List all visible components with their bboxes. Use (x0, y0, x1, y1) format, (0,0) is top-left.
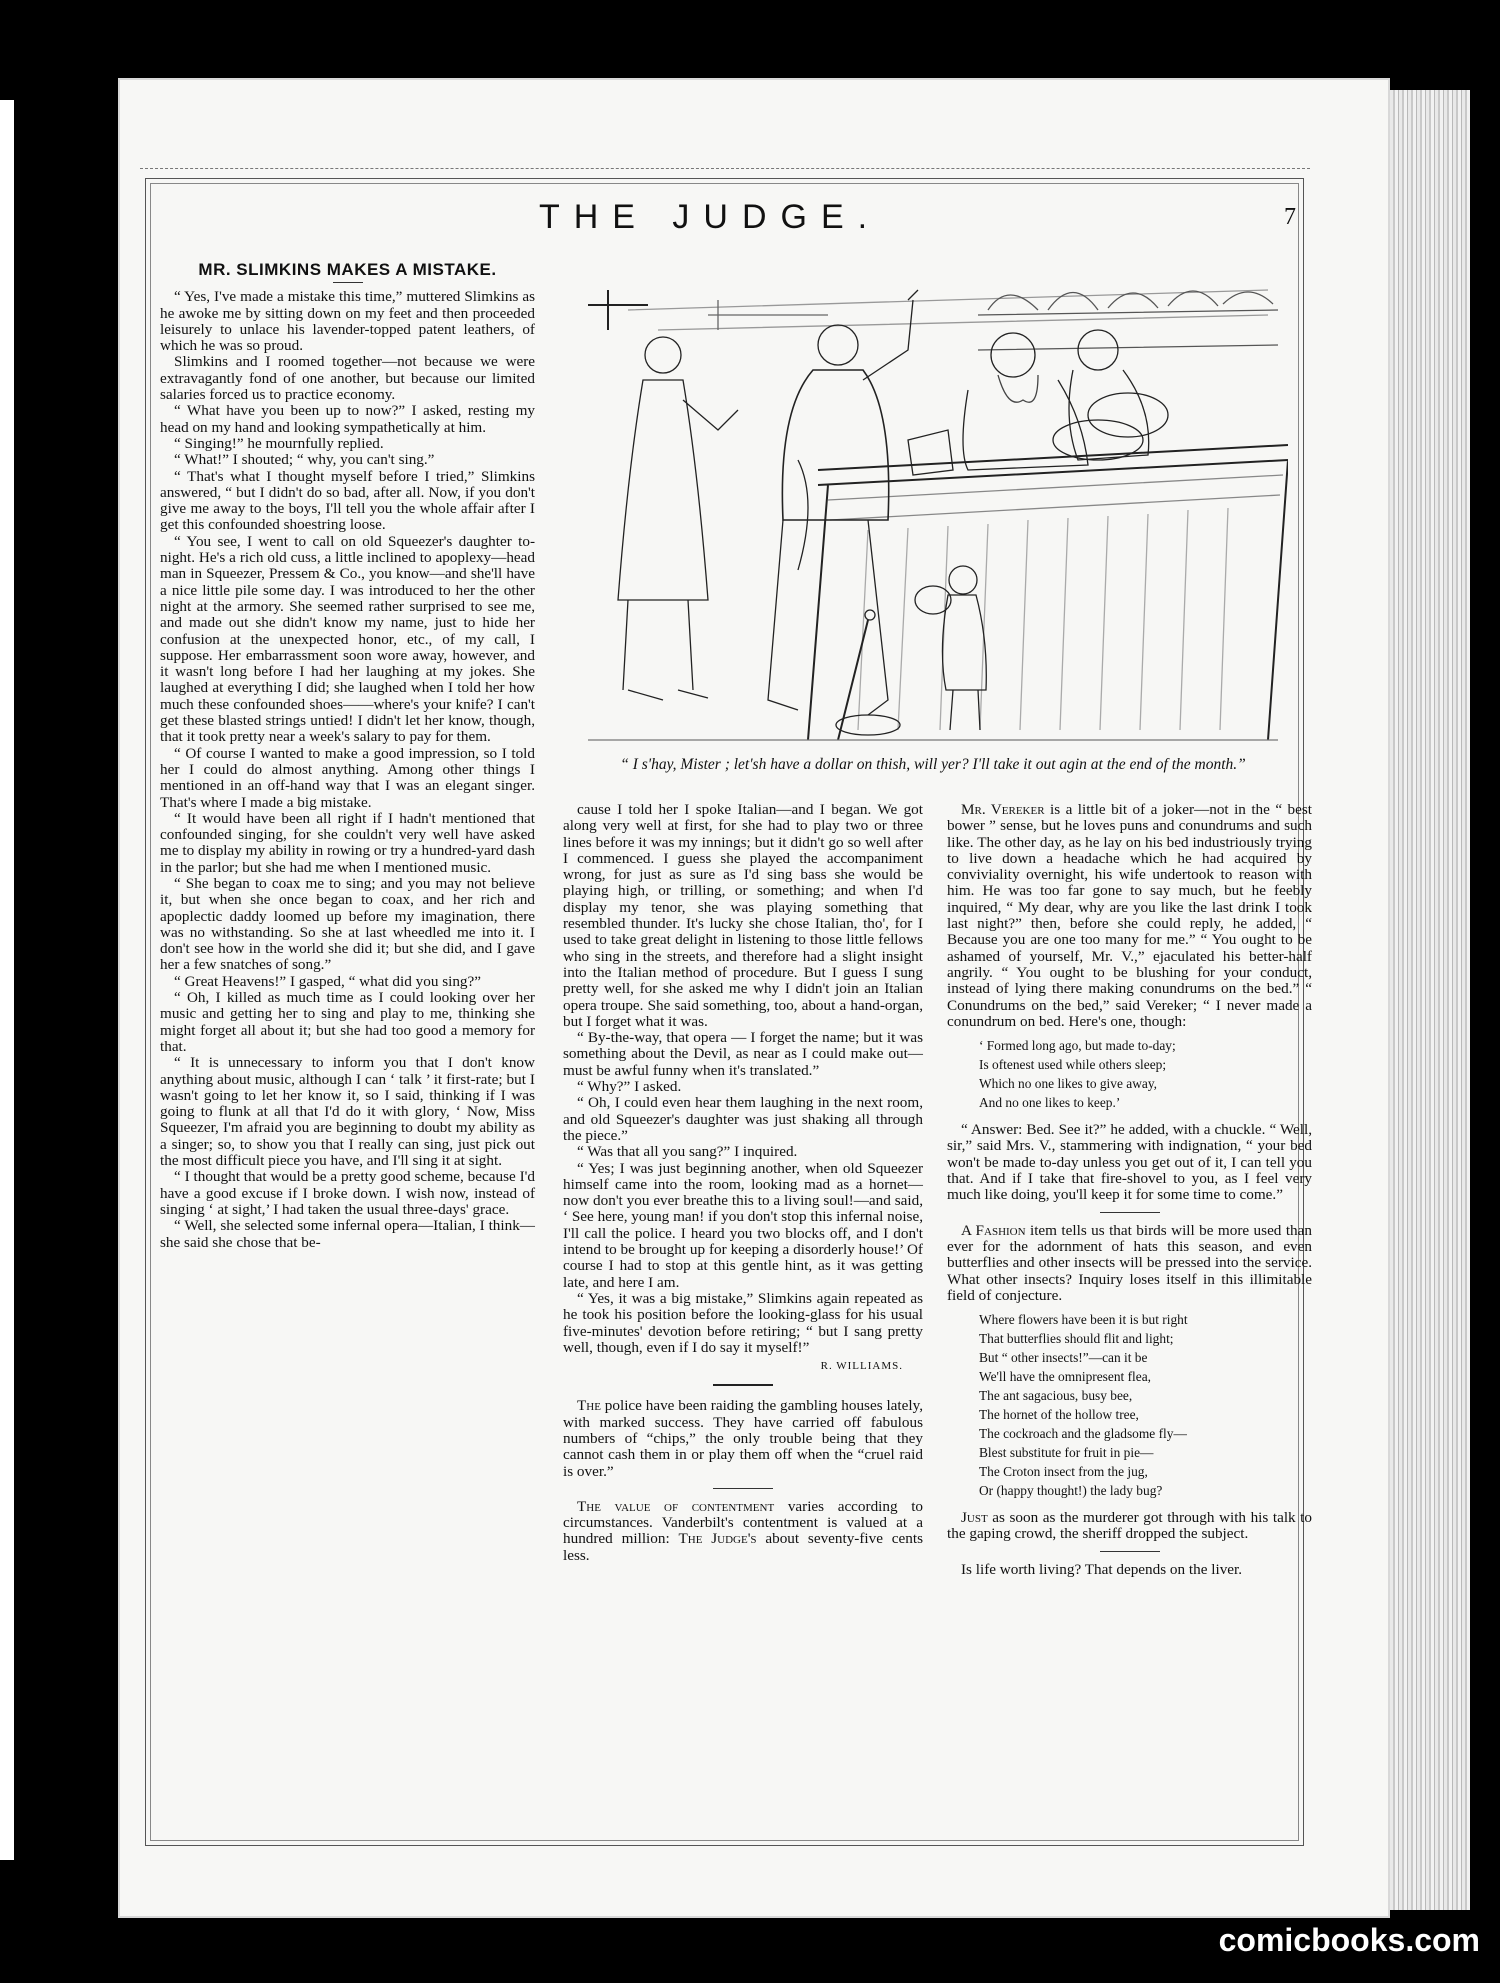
item-rule (1100, 1212, 1160, 1213)
vereker-item-text: is a little bit of a joker—not in the “ best bower ” sense, but he loves puns and conundrums and such like. The other day, as he lay on his bed industriously trying to live down a headache which he had acquired by conviviality overnight, his wife undertook to reason with him. He was too far gone to say much, but he feebly inquired, “ My dear, why are you like the last drink I took last night?” then, before she could reply, he added, “ Because you are one too many for me.” “ You ought to be ashamed of yourself, Mr. V.,” ejaculated his better-half angrily. “ You ought to be blushing for your conduct, instead of lying there making conundrums on the bed.” “ Conundrums on the bed,” said Vereker; “ I never made a conundrum on bed. Here's one, though: (947, 801, 1312, 1030)
column-2-body (563, 802, 923, 1356)
column-1 (160, 262, 535, 1251)
verse-line: Which no one likes to give away, (979, 1076, 1157, 1092)
paragraph: “ By-the-way, that opera — I forget the name; but it was something about the Devil, as near as I could make out—must be awful funny when it's translated.” (563, 1029, 923, 1079)
verse-line: The Croton insect from the jug, (979, 1464, 1148, 1480)
fashion-item-text: item tells us that birds will be more used than ever for the adornment of hats this season, and even butterflies and other insects will be pressed into the service. What other insects? Inquiry loses itself in this illimitable field of conjecture. (947, 1221, 1312, 1304)
verse-line: The cockroach and the gladsome fly— (979, 1426, 1187, 1442)
police-item (563, 1398, 923, 1479)
fashion-verse (979, 1310, 1312, 1500)
fashion-item (947, 1223, 1312, 1304)
verse-line: Is oftenest used while others sleep; (979, 1057, 1167, 1073)
verse-line: The ant sagacious, busy bee, (979, 1388, 1133, 1404)
paragraph: Slimkins and I roomed together—not because we were extravagantly fond of one another, but because our limited salaries forced us to practice economy. (160, 353, 535, 404)
murderer-item-lead: Just (961, 1509, 988, 1527)
murderer-item (947, 1510, 1312, 1543)
paragraph: “ You see, I went to call on old Squeezer's daughter to-night. He's a rich old cuss, a little inclined to apoplexy—head man in Squeezer, Pressem & Co., you know—and she'll have a nice little pile some day. I was introduced to her the other night at the armory. She seemed rather surprised to see me, and made out she didn't know my name, just to hide her confusion at the unexpected honor, etc., of my call, I suppose. Her embarrassment soon wore away, however, and it wasn't long before I had her laughing at my jokes. She laughed at everything I did; she laughed when I told her how much these confounded shoes——where's your knife? I can't get these blasted strings untied! I didn't let her know, though, that it took pretty near a week's salary to pay for them. (160, 532, 535, 746)
life-item: Is life worth living? That depends on the liver. (961, 1560, 1243, 1578)
paragraph: “ It is unnecessary to inform you that I don't know anything about music, although I can ‘ talk ’ it first-rate; but I wasn't going to let her know it, so I said, thinking if I was going to flunk at all that I'd do it with glory, ‘ Now, Miss Squeezer, I'm afraid you are beginning to doubt my ability as a singer; so, to show you that I really can sing, just pick out the most difficult piece you have, and I'll sing it at sight. (160, 1054, 535, 1170)
verse-line: We'll have the omnipresent flea, (979, 1369, 1151, 1385)
paragraph: “ Oh, I could even hear them laughing in the next room, and old Squeezer's daughter was just shaking all through the piece.” (563, 1094, 923, 1144)
verse-line: But “ other insects!”—can it be (979, 1350, 1148, 1366)
author-signature: R. WILLIAMS. (820, 1360, 903, 1373)
murderer-item-text: as soon as the murderer got through with his talk to the gaping crowd, the sheriff dropped the subject. (947, 1509, 1312, 1543)
masthead-title: THE JUDGE. (538, 198, 882, 236)
contentment-item-lead: The value of contentment (577, 1497, 775, 1515)
article-headline: MR. SLIMKINS MAKES A MISTAKE. (198, 260, 497, 279)
vereker-item-lead: Mr. Vereker (961, 801, 1045, 818)
police-item-text: police have been raiding the gambling houses lately, with marked success. They have carried off fabulous numbers of “chips,” the only trouble being that they cannot cash them in or play them off when the “cruel raid is over.” (563, 1397, 923, 1480)
paragraph: “ Why?” I asked. (577, 1078, 682, 1096)
headline-rule (333, 282, 363, 283)
paragraph: “ Yes, I've made a mistake this time,” muttered Slimkins as he awoke me by sitting down on my feet and then proceeded leisurely to unlace his lavender-topped patent leathers, of which he was so proud. (160, 288, 535, 355)
vereker-item (947, 802, 1312, 1030)
watermark: comicbooks.com (1218, 1922, 1480, 1958)
column-1-body (160, 289, 535, 1251)
verse-line: ‘ Formed long ago, but made to-day; (979, 1038, 1176, 1054)
police-item-lead: The (577, 1397, 601, 1415)
item-rule (713, 1488, 773, 1489)
contentment-item-judge: The Judge's (678, 1530, 757, 1548)
column-3 (947, 802, 1312, 1578)
left-page-edge (0, 100, 14, 1860)
vereker-verse (979, 1036, 1312, 1112)
paragraph: “ Yes; I was just beginning another, when old Squeezer himself came into the room, looking mad as a hornet—now don't you ever breathe this to a living soul!—and said, ‘ See here, young man! if you don't stop this infernal noise, I'll call the police. I heard you two blocks off, and I don't intend to be brought up for keeping a disorderly house!’ Of course I had to stop at this gentle hint, as it was getting late, and here I am. (563, 1159, 923, 1291)
illustration-caption: “ I s'hay, Mister ; let'sh have a dollar on thish, will yer? I'll take it out agin at the end of the month.” (620, 756, 1246, 773)
paragraph: “ She began to coax me to sing; and you may not believe it, but when she once began to coax, and her rich and apoplectic daddy loomed up before my imagination, there was no withstanding. So she at last wheedled me into it. I don't see how in the world she did it; but she did, and I gave her a few snatches of song.” (160, 874, 535, 974)
paragraph: “ Singing!” he mournfully replied. (174, 434, 384, 452)
contentment-item-tail: about seventy-five cents less. (563, 1530, 923, 1564)
paragraph: “ I thought that would be a pretty good scheme, because I'd have a good excuse if I broke down. I wish now, instead of singing ‘ at sight,’ I had taken the usual three-days' grace. (160, 1168, 535, 1218)
top-rule (140, 168, 1310, 169)
verse-line: The hornet of the hollow tree, (979, 1407, 1139, 1423)
paragraph: “ Was that all you sang?” I inquired. (577, 1143, 798, 1161)
verse-line: That butterflies should flit and light; (979, 1331, 1174, 1347)
section-rule (713, 1384, 773, 1386)
book-page-edges (1390, 90, 1470, 1910)
verse-line: Blest substitute for fruit in pie— (979, 1445, 1154, 1461)
paragraph: “ Well, she selected some infernal opera—Italian, I think—she said she chose that be- (160, 1217, 535, 1251)
paragraph: “ What!” I shouted; “ why, you can't sing.” (174, 451, 435, 469)
verse-line: Or (happy thought!) the lady bug? (979, 1483, 1163, 1499)
paragraph: “ That's what I thought myself before I tried,” Slimkins answered, “ but I didn't do so bad, after all. Now, if you don't give me away to the boys, I'll tell you the whole affair after I get this confounded shoestring loose. (160, 467, 535, 534)
paragraph: “ Yes, it was a big mistake,” Slimkins again repeated as he took his position before the looking-glass for his usual five-minutes' devotion before retiring; “ but I sang pretty well, though, even if I do say it myself!” (563, 1289, 923, 1356)
verse-line: And no one likes to keep.’ (979, 1095, 1121, 1111)
page-number: 7 (1284, 204, 1296, 230)
paragraph: cause I told her I spoke Italian—and I began. We got along very well at first, for she had to play two or three lines before it was my innings; but it didn't go so well after I commenced. I guess she played the accompaniment wrong, for just as sure as I'd sing bass she would be playing high, or trilling, or something; and when I'd display my tenor, she was playing something that resembled thunder. It's lucky she chose Italian, tho', for I used to take great delight in listening to those little fellows who sing in the streets, and therefore had a slight insight into the Italian method of procedure. But I guess I sung pretty well, for she asked me why I didn't join an Italian opera troupe. She said something, too, about a hand-organ, but I forget what it was. (563, 801, 923, 1030)
paragraph: “ What have you been up to now?” I asked, resting my head on my hand and looking sympathetically at him. (160, 402, 535, 436)
cartoon-illustration (568, 270, 1288, 748)
paragraph: “ Oh, I killed as much time as I could looking over her music and getting her to sing and play to me, thinking she might forget all about it; but she had too good a memory for that. (160, 989, 535, 1055)
vereker-item-after: “ Answer: Bed. See it?” he added, with a chuckle. “ Well, sir,” said Mrs. V., stammering with indignation, “ your bed won't be made to-day unless you get out of it, I can tell you that. And if I take that fire-shovel to you, as I feel very much like doing, you'll keep it for some time to come.” (947, 1121, 1312, 1204)
column-2 (563, 802, 923, 1564)
paragraph: “ Great Heavens!” I gasped, “ what did you sing?” (174, 972, 482, 990)
verse-line: Where flowers have been it is but right (979, 1312, 1188, 1328)
contentment-item (563, 1499, 923, 1564)
paragraph: “ Of course I wanted to make a good impression, so I told her I could do almost anything. Among other things I mentioned in an off-hand way that I was an elegant singer. That's where I made a big mistake. (160, 744, 535, 811)
contentment-item-text: varies according to circumstances. Vanderbilt's contentment is valued at a hundred million: (563, 1497, 924, 1548)
item-rule (1100, 1551, 1160, 1552)
paragraph: “ It would have been all right if I hadn't mentioned that confounded singing, for she couldn't very well have asked me to display my ability in rowing or try a hundred-yard dash in the parlor; but she had me when I mentioned music. (160, 809, 535, 876)
fashion-item-lead: A Fashion (961, 1221, 1026, 1239)
